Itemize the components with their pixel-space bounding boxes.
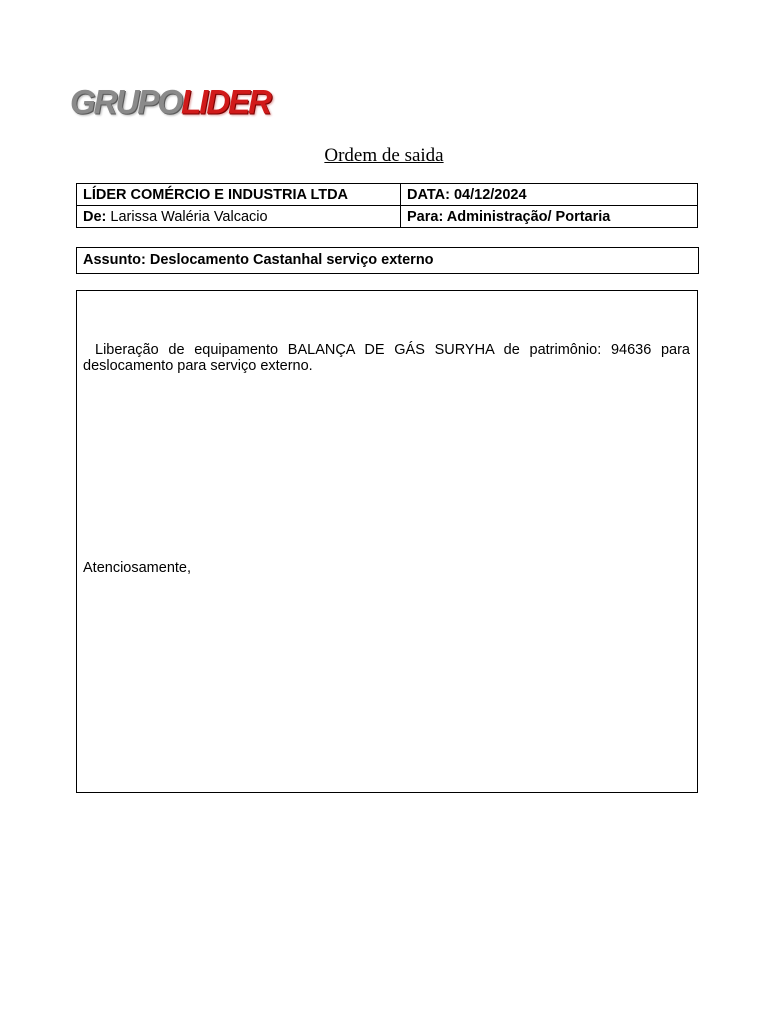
date-label: DATA: [407,186,450,203]
subject-value: Deslocamento Castanhal serviço externo [149,252,434,268]
body-box [76,290,698,793]
logo-text-lider: LIDER [181,82,271,121]
body-paragraph: Liberação de equipamento BALANÇA DE GÁS SURYHA de patrimônio: 94636 para deslocamento para serviço externo. [83,342,690,374]
date-cell [401,184,698,206]
to-value: Administração/ Portaria [446,208,611,225]
from-value: Larissa Waléria Valcacio [110,208,268,225]
to-cell [401,206,698,228]
subject-label: Assunto: [83,252,146,268]
logo-text-grupo: GRUPO [70,82,182,121]
date-value: 04/12/2024 [453,186,527,203]
to-label: Para: [407,208,444,225]
document-title: Ordem de saida [324,145,444,166]
header-row-1 [77,184,698,206]
header-table [76,183,698,228]
from-cell [77,206,401,228]
from-label: De: [83,208,107,225]
subject-box [76,247,699,274]
closing-text: Atenciosamente, [83,560,192,576]
company-logo [70,81,270,123]
company-name: LÍDER COMÉRCIO E INDUSTRIA LTDA [77,184,401,206]
header-row-2 [77,206,698,228]
